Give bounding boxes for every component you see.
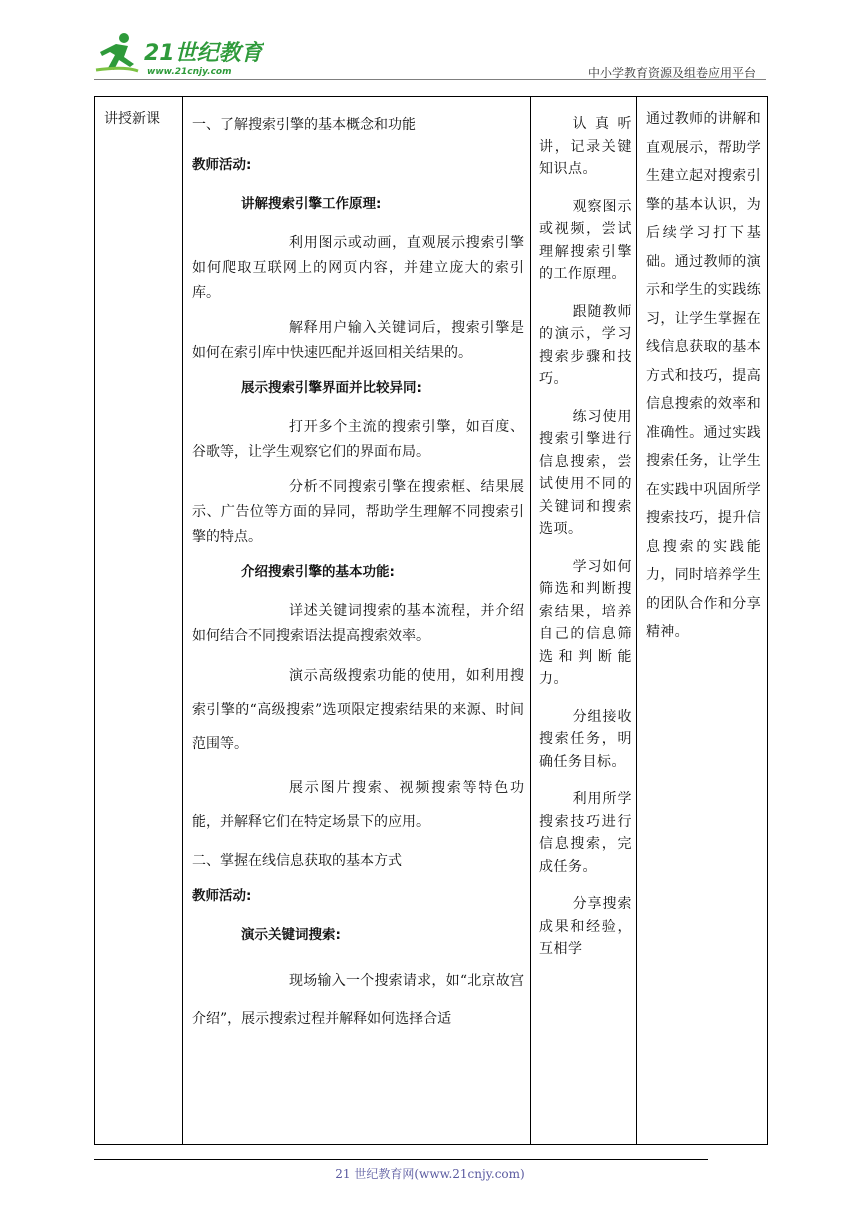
section-label: 讲授新课	[104, 111, 160, 127]
lesson-table	[94, 96, 768, 1145]
paragraph: 分析不同搜索引擎在搜索框、结果展示、广告位等方面的异同，帮助学生理解不同搜索引擎的特点。	[192, 479, 524, 545]
student-activity-item: 学习如何筛选和判断搜索结果，培养自己的信息筛选和判断能力。	[539, 558, 632, 687]
paragraph: 演示高级搜索功能的使用，如利用搜索引擎的“高级搜索”选项限定搜索结果的来源、时间范围等。	[192, 668, 524, 752]
header-divider	[94, 79, 766, 80]
paragraph: 解释用户输入关键词后，搜索引擎是如何在索引库中快速匹配并返回相关结果的。	[192, 320, 524, 361]
footer-divider	[94, 1159, 708, 1160]
student-activity-cell	[531, 97, 637, 1145]
paragraph: 利用图示或动画，直观展示搜索引擎如何爬取互联网上的网页内容，并建立庞大的索引库。	[192, 235, 524, 301]
logo	[94, 30, 264, 78]
subheading-principle: 讲解搜索引擎工作原理:	[241, 196, 382, 212]
design-purpose-text: 通过教师的讲解和直观展示，帮助学生建立起对搜索引擎的基本认识，为后续学习打下基础。通过教师的演示和学生的实践练习，让学生掌握在线信息获取的基本方式和技巧，提高信息搜索的效率和准确性。通过实践搜索任务，让学生在实践中巩固所学搜索技巧，提升信息搜索的实践能力，同时培养学生的团队合作和分享精神。	[646, 111, 761, 640]
student-activity-item: 分享搜索成果和经验，互相学	[539, 896, 632, 957]
platform-name: 中小学教育资源及组卷应用平台	[587, 66, 756, 80]
teacher-activity-label: 教师活动:	[192, 157, 252, 173]
logo-title: 21世纪教育	[144, 41, 263, 66]
student-activity-item: 分组接收搜索任务，明确任务目标。	[539, 708, 632, 770]
footer-text: 21 世纪教育网(www.21cnjy.com)	[335, 1167, 525, 1181]
paragraph: 详述关键词搜索的基本流程，并介绍如何结合不同搜索语法提高搜索效率。	[192, 603, 524, 644]
paragraph: 打开多个主流的搜索引擎，如百度、谷歌等，让学生观察它们的界面布局。	[192, 419, 524, 460]
heading-part-two: 二、掌握在线信息获取的基本方式	[192, 853, 402, 869]
student-activity-item: 利用所学搜索技巧进行信息搜索，完成任务。	[539, 791, 632, 875]
heading-part-one: 一、了解搜索引擎的基本概念和功能	[192, 117, 416, 133]
paragraph: 展示图片搜索、视频搜索等特色功能，并解释它们在特定场景下的应用。	[192, 780, 524, 830]
page-header	[94, 30, 766, 80]
table-row	[95, 97, 768, 1145]
paragraph: 现场输入一个搜索请求，如“北京故宫介绍”，展示搜索过程并解释如何选择合适	[192, 973, 524, 1027]
subheading-functions: 介绍搜索引擎的基本功能:	[241, 564, 395, 580]
teacher-activity-label: 教师活动:	[192, 888, 252, 904]
teaching-content-cell	[183, 97, 531, 1145]
student-activity-item: 观察图示或视频，尝试理解搜索引擎的工作原理。	[539, 198, 632, 282]
student-activity-item: 认真听讲，记录关键知识点。	[539, 116, 632, 177]
subheading-keyword-search: 演示关键词搜索:	[241, 927, 341, 943]
design-purpose-cell	[637, 97, 768, 1145]
subheading-interface: 展示搜索引擎界面并比较异同:	[241, 380, 422, 396]
section-cell	[95, 97, 183, 1145]
runner-icon	[96, 33, 138, 71]
student-activity-item: 跟随教师的演示，学习搜索步骤和技巧。	[539, 303, 632, 387]
student-activity-item: 练习使用搜索引擎进行信息搜索，尝试使用不同的关键词和搜索选项。	[539, 408, 632, 537]
logo-url: www.21cnjy.com	[147, 67, 232, 77]
